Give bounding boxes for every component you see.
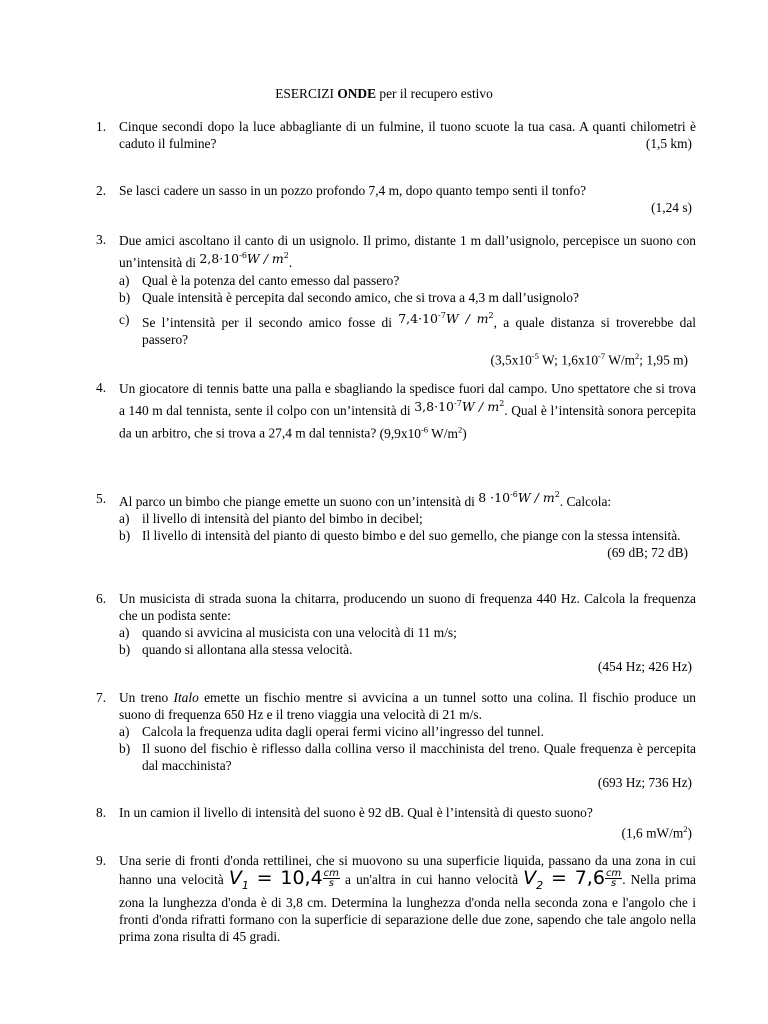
list-item: a) Calcola la frequenza udita dagli operai fermi vicino all’ingresso del tunnel. — [119, 724, 544, 739]
exercise-answer: (454 Hz; 426 Hz) — [597, 659, 692, 674]
title-bold: ONDE — [337, 86, 377, 101]
list-item: b) Quale intensità è percepita dal secondo amico, che si trova a 4,3 m dall’usignolo? — [119, 290, 579, 306]
exercise-text: Se lasci cadere un sasso in un pozzo profondo 7,4 m, dopo quanto tempo senti il tonfo? — [119, 183, 587, 198]
exercise-answer: (69 dB; 72 dB) — [607, 545, 688, 561]
velocity-formula-2: $V_2 = 7,6$ $\frac{cm}{s}$ — [523, 867, 622, 892]
sub-questions — [119, 624, 696, 658]
sub-questions — [119, 272, 696, 348]
intensity-formula: $2,8\cdot 10^{-6}W / m^2$ — [199, 251, 289, 267]
train-name: Italo — [173, 690, 199, 705]
page-title: ESERCIZI ONDE per il recupero estivo — [275, 86, 493, 101]
exercise-answer: (1,6 $mW/m^2$) — [621, 824, 692, 841]
exercise-5 — [96, 490, 696, 561]
exercise-text: Un giocatore di tennis batte una palla e sbagliando la spedisce fuori dal campo. Uno spettatore che si trova a 140 m dal tennista, sente il colpo con un’intensità di $3,8\cdot 10^{-7}W / m^2$. Qual è l’intensità sonora percepita da un arbitro, che si trova a 27,4 m dal tennista? ($9,9x10^{-6}$ $W/m^2$) — [119, 381, 696, 441]
exercise-3 — [96, 231, 696, 369]
exercise-text: Un treno Italo emette un fischio mentre si avvicina a un tunnel sotto una colina. Il fischio produce un suono di frequenza 650 Hz e il treno viaggia una velocità di 21 m/s. — [119, 690, 696, 722]
exercise-1 — [96, 118, 696, 152]
exercise-4 — [96, 379, 696, 443]
exercise-number: 7. — [96, 690, 107, 705]
exercise-6 — [96, 590, 696, 675]
exercise-number: 5. — [96, 491, 107, 506]
sub-questions — [119, 723, 696, 774]
sub-questions — [119, 510, 696, 544]
exercise-answer: (1,24 s) — [651, 200, 692, 215]
list-item: b) quando si allontana alla stessa velocità. — [119, 642, 353, 657]
exercise-number: 6. — [96, 591, 107, 606]
exercise-8 — [96, 804, 696, 841]
intensity-formula: $3,8\cdot 10^{-7}W / m^2$ — [414, 399, 505, 415]
exercise-number: 8. — [96, 805, 107, 820]
exercise-answer: (693 Hz; 736 Hz) — [597, 775, 692, 790]
exercise-answer: ($3,5x10^{-5}$ W; $1,6x10^{-7}$ $W/m^2$; 1,95 m) — [490, 351, 688, 368]
list-item: b) Il suono del fischio è riflesso dalla collina verso il macchinista del treno. Quale frequenza è percepita dal macchinista? — [119, 741, 696, 773]
exercise-answer: (1,5 km) — [645, 136, 692, 151]
list-item: a) quando si avvicina al musicista con una velocità di 11 m/s; — [119, 625, 457, 640]
exercise-text: In un camion il livello di intensità del suono è 92 dB. Qual è l’intensità di questo suono? — [119, 805, 593, 820]
exercise-7 — [96, 689, 696, 791]
exercise-number: 1. — [96, 119, 107, 134]
list-item: c) Se l’intensità per il secondo amico fosse di $7,4\cdot 10^{-7}W / m^2$, a quale distanza si troverebbe dal passero? — [119, 311, 696, 348]
exercise-text: Un musicista di strada suona la chitarra, producendo un suono di frequenza 440 Hz. Calcola la frequenza che un podista sente: — [119, 591, 696, 623]
velocity-formula-1: $V_1 = 10,4$ $\frac{cm}{s}$ — [228, 867, 339, 892]
exercise-9 — [96, 852, 696, 945]
exercise-number: 2. — [96, 183, 107, 198]
exercise-number: 3. — [96, 232, 107, 247]
exercise-answer: ($9,9x10^{-6}$ $W/m^2$) — [379, 424, 467, 441]
list-item: a) Qual è la potenza del canto emesso dal passero? — [119, 273, 400, 289]
exercise-text: Cinque secondi dopo la luce abbagliante di un fulmine, il tuono scuote la tua casa. A quanti chilometri è caduto il fulmine? — [119, 119, 696, 151]
list-item: a) il livello di intensità del pianto del bimbo in decibel; — [119, 511, 423, 527]
list-item: b) Il livello di intensità del pianto di questo bimbo e del suo gemello, che piange con la stessa intensità. — [119, 528, 681, 544]
exercise-text: Una serie di fronti d'onda rettilinei, che si muovono su una superficie liquida, passano da una zona in cui hanno una velocità $V_1 = 10,4$ $\frac{cm}{s}$ a un'altra in cui hanno velocità $V_2 = 7,6$ $\frac{cm}{s}$ . Nella prima zona la lunghezza d'onda è di 3,8 cm. Determina la lunghezza d'onda nella seconda zona e l'angolo che i fronti d'onda rifratti formano con la superficie di separazione delle due zone, sapendo che tale angolo nella prima zona risulta di 45 gradi. — [119, 853, 697, 944]
exercise-text: Due amici ascoltano il canto di un usignolo. Il primo, distante 1 m dall’usignolo, percepisce un suono con un’intensità di $2,8\cdot 10^{-6}W / m^2$. — [119, 233, 696, 271]
exercise-number: 4. — [96, 380, 107, 395]
exercise-text: Al parco un bimbo che piange emette un suono con un’intensità di $8 \cdot 10^{-6}W / m^2$. Calcola: — [119, 490, 612, 510]
exercise-2 — [96, 182, 696, 216]
intensity-formula: $7,4\cdot 10^{-7}W / m^2$ — [398, 311, 494, 327]
exercise-number: 9. — [96, 853, 107, 868]
intensity-formula: $8 \cdot 10^{-6}W / m^2$ — [478, 490, 560, 506]
